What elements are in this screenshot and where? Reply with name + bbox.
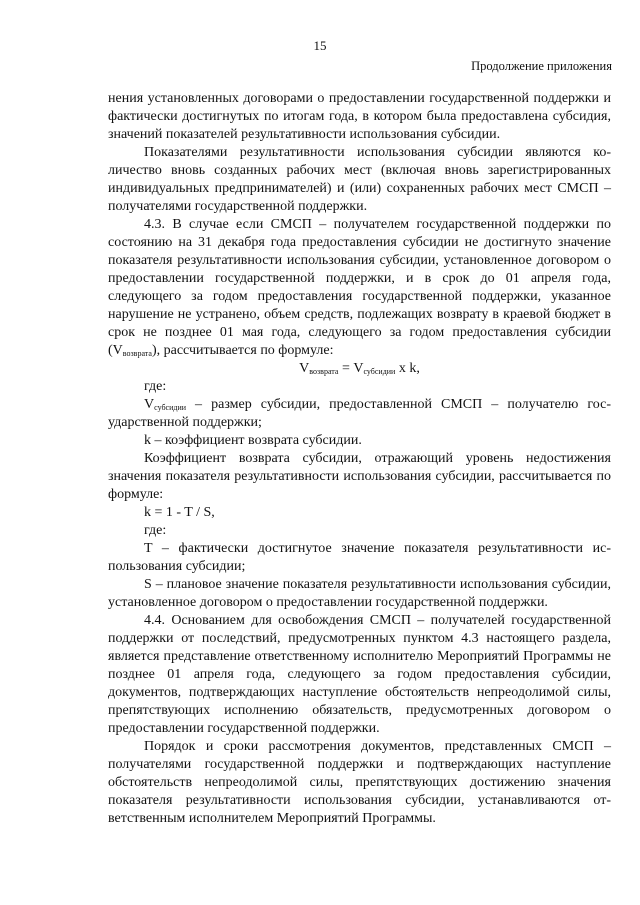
definition-v-text: – размер субсидии, предоставленной СМСП – получателю государственной поддержки; bbox=[108, 397, 611, 430]
paragraph-4-4: 4.4. Основанием для освобождения СМСП – получателей государственной поддержки от последствий, предусмотренных пунктом 4.3 настоящего раздела, является представление ответственному исполнителю Мероприятий Программы не позднее 01 апреля года, следующего за годом предоставления субсидии, документов, подтверждающих наступление обстоятельств непреодолимой силы, препятствующих исполнению обязательств, предусмотренных договором о предоставлении государственной поддержки. bbox=[108, 613, 611, 736]
paragraph-4-3 bbox=[108, 216, 611, 360]
page-number: 15 bbox=[313, 38, 327, 53]
definition-s: S – плановое значение показателя результативности использования субсидии, установленное договором о предоставлении государственной поддержки. bbox=[108, 577, 611, 610]
where-label: где: bbox=[144, 379, 167, 394]
formula-v: V bbox=[299, 361, 310, 376]
paragraph-indicators: Показателями результативности использования субсидии являются количество вновь созданных рабочих мест (включая вновь зарегистрированных индивидуальных предпринимателей) и (или) сохраненных рабочих мест СМСП – получателями государственной поддержки. bbox=[108, 145, 611, 214]
formula-return-volume bbox=[108, 360, 611, 378]
definition-v-subsidy bbox=[108, 396, 611, 432]
document-body bbox=[108, 90, 611, 828]
where-label-2: где: bbox=[144, 523, 167, 538]
paragraph-continued: нения установленных договорами о предоставлении государственной поддержки и фактически достигнутых по итогам года, в котором была предоставлена субсидия, значений показателей результативности использования субсидии. bbox=[108, 91, 611, 142]
definition-t: T – фактически достигнутое значение показателя результативности использования субсидии; bbox=[108, 541, 611, 574]
formula-k: k = 1 - T / S, bbox=[144, 505, 215, 520]
paragraph-4-3-text: 4.3. В случае если СМСП – получателем государственной поддержки по состоянию на 31 декабря года предоставления субсидии не достигнуто значение показателя результативности использования субсидии, установленное договором о предоставлении государственной поддержки, и в срок до 01 апреля года, следующего за годом предоставления государственной поддержки, указанное нарушение не устранено, объем средств, подлежащих возврату в краевой бюджет в срок не позднее 01 мая года, следующего за годом предоставления субсидии (V bbox=[108, 217, 611, 358]
formula-equals: = V bbox=[338, 361, 364, 376]
definition-k: k – коэффициент возврата субсидии. bbox=[144, 433, 362, 448]
formula-sub-vozvrata: возврата bbox=[309, 367, 339, 376]
subscript-vozvrata: возврата bbox=[122, 349, 152, 358]
paragraph-procedure: Порядок и сроки рассмотрения документов, представленных СМСП – получателями государственной поддержки и подтверждающих наступление обстоятельств непреодолимой силы, препятствующих достижению значения показателя результативности использования субсидии, устанавливаются ответственным исполнителем Мероприятий Программы. bbox=[108, 739, 611, 826]
paragraph-4-3-tail: ), рассчитывается по формуле: bbox=[151, 343, 334, 358]
formula-rest: x k, bbox=[395, 361, 420, 376]
definition-v: V bbox=[144, 397, 155, 412]
formula-sub-subsidii: субсидии bbox=[363, 367, 396, 376]
continuation-label: Продолжение приложения bbox=[471, 59, 612, 73]
definition-sub-subsidii: субсидии bbox=[154, 403, 186, 412]
paragraph-coefficient: Коэффициент возврата субсидии, отражающий уровень недостижения значения показателя результативности использования субсидии, рассчитывается по формуле: bbox=[108, 451, 611, 502]
